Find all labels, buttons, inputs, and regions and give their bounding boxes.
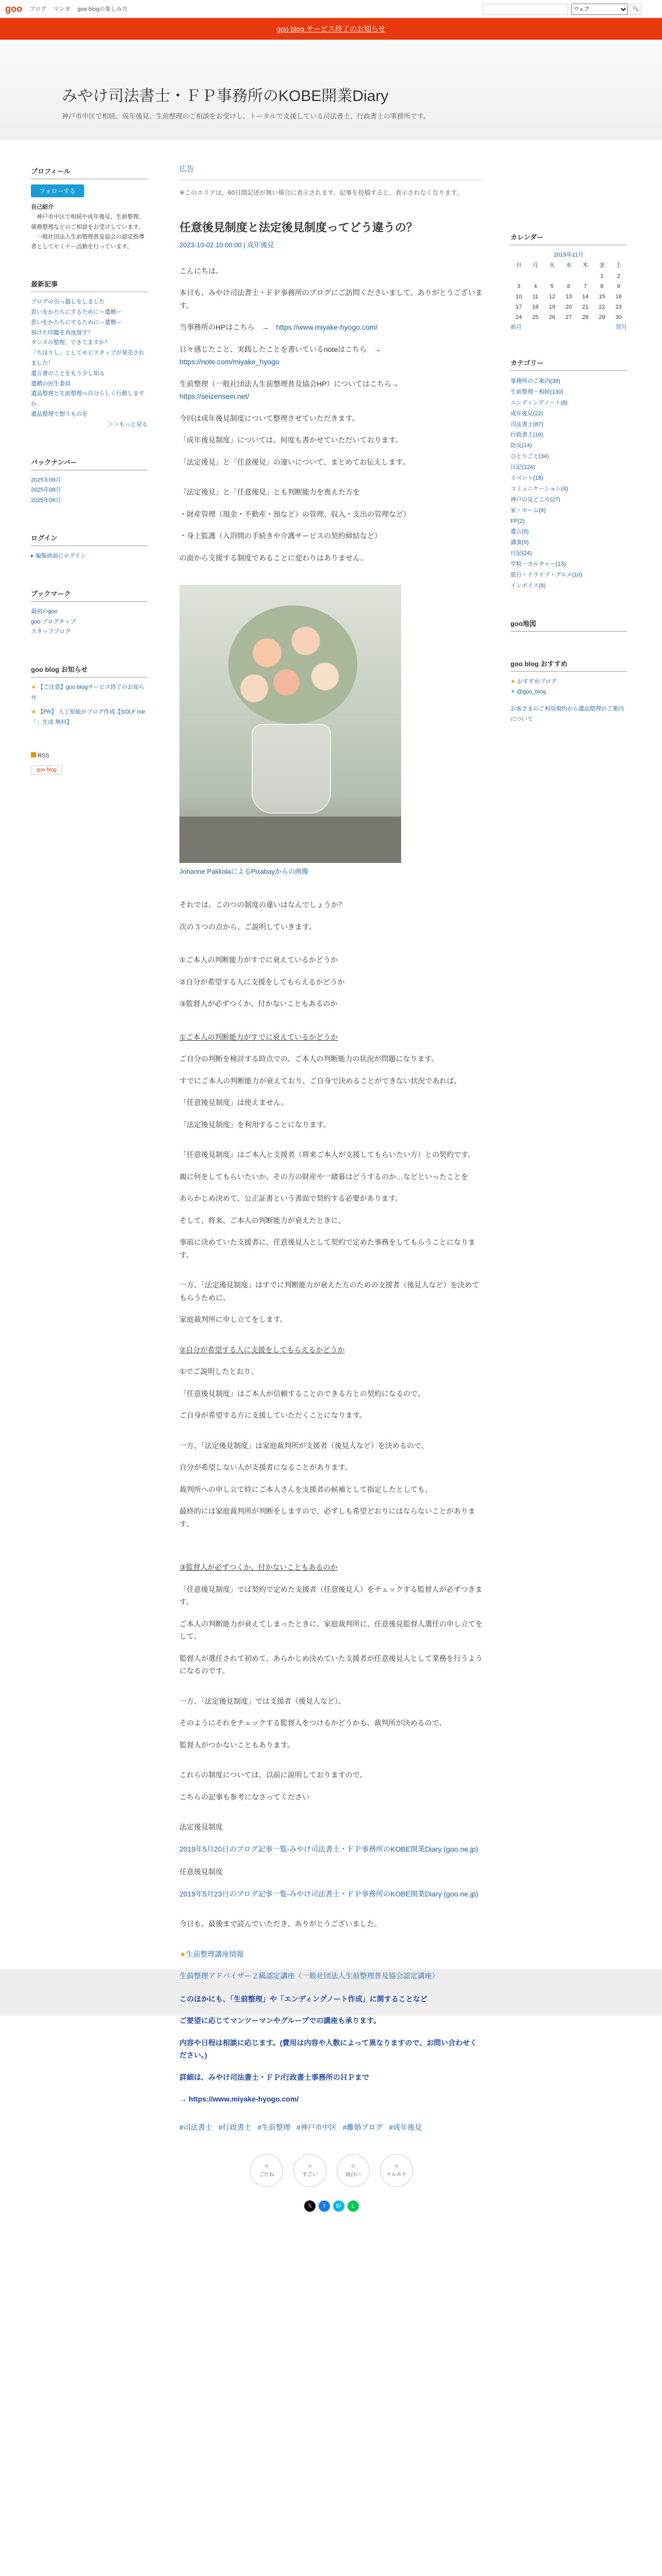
- calendar-day: 23: [615, 304, 622, 310]
- tag[interactable]: #司法書士: [179, 2123, 212, 2131]
- category-item[interactable]: 事務所のご案内(38): [510, 378, 560, 384]
- category-title: カテゴリー: [510, 354, 627, 371]
- calendar-day: 2: [617, 273, 620, 279]
- calendar-day: 30: [615, 314, 622, 320]
- article-text: ご自身が希望する方に支援していただくことになります。: [179, 1411, 367, 1419]
- recommend-section: [510, 655, 627, 725]
- calendar-day: 27: [565, 314, 572, 320]
- category-item[interactable]: コミュニケーション(4): [510, 485, 568, 492]
- goo-blog-badge[interactable]: goo blog: [31, 766, 62, 774]
- calendar-day: 29: [599, 314, 605, 320]
- top-bar: [0, 0, 662, 18]
- article-text: 「成年後見制度」については、何度も書かせていただいております。: [179, 436, 403, 445]
- calendar-day: [544, 271, 560, 281]
- article-text: [179, 343, 484, 368]
- tag[interactable]: #行政書士: [218, 2123, 252, 2131]
- search-input[interactable]: [483, 4, 568, 15]
- backnumber-item[interactable]: 2025年06月: [31, 497, 61, 504]
- ad-label[interactable]: 広告: [179, 163, 484, 180]
- article-text: 今日も、最後まで読んでいただき、ありがとうございました。: [179, 1920, 382, 1928]
- article-text: の面から支援する制度であることに変わりはありません。: [179, 553, 368, 562]
- pr-link[interactable]: → https://www.miyake-hyogo.com/: [179, 2095, 299, 2103]
- backnumber-title: バックナンバー: [31, 454, 147, 470]
- blog-title[interactable]: みやけ司法書士・ＦＰ事務所のKOBE開業Diary: [62, 88, 389, 105]
- hp-text: 当事務所のHPはこちら →: [179, 323, 276, 332]
- article-text: [179, 321, 484, 334]
- tag[interactable]: #離婚ブログ: [342, 2123, 383, 2131]
- bookmark-item[interactable]: goo ブログチップ: [31, 618, 76, 625]
- article-text: 一方、「法定後見制度」は家庭裁判所が支援者（後見人など）を決めるので、: [179, 1441, 428, 1450]
- article-text: ご本人の判断能力が衰えてしまったときに、家庭裁判所に、任意後見監督人選任の申し立てをして、: [179, 1619, 483, 1640]
- calendar-next[interactable]: 翌月: [616, 324, 627, 330]
- association-text: 生前整理（一般社団法人生前整理普及協会HP）についてはこちら→: [179, 379, 399, 388]
- related-link[interactable]: 2019年5月23日のブログ記事一覧-みやけ司法書士・ＦＰ事務所のKOBE開業Diary (goo.ne.jp): [179, 1889, 478, 1898]
- table-surface: [179, 817, 401, 863]
- rss-label: RSS: [38, 753, 49, 759]
- profile-section: [31, 163, 147, 252]
- calendar-day: 18: [532, 304, 539, 310]
- recommend-label: おすすめブログ: [517, 678, 557, 685]
- article-text: 「任意後見制度」では契約で定めた支援者（任意後見人）をチェックする監督人が必ずつきます。: [179, 1585, 483, 1606]
- calendar-day: 1: [600, 273, 604, 279]
- article-text: それでは、このつの制度の違いはなんでしょうか？: [179, 901, 345, 909]
- bookmark-item[interactable]: スタッフブログ: [31, 629, 71, 635]
- calendar-day: [527, 271, 543, 281]
- reaction-icon: ☺: [393, 2163, 400, 2169]
- article-text: ②自分が希望する人に支援をしてもらえるかどうか: [179, 977, 345, 986]
- reaction-label: すごい: [302, 2172, 318, 2178]
- category-item[interactable]: 日記(124): [510, 464, 535, 471]
- calendar-day: 5: [550, 283, 554, 290]
- pr-text: 内容や日程は相談に応じます。(費用は内容や人数によって異なりますので、お問い合わせください。): [179, 2038, 477, 2059]
- reaction-icon: ☺: [263, 2163, 270, 2169]
- calendar-day: 13: [565, 294, 572, 300]
- nav-howto[interactable]: goo blogの楽しみ方: [77, 6, 128, 12]
- info-heading: [179, 1948, 484, 1961]
- recent-section: [31, 276, 147, 430]
- calendar-day: 9: [617, 283, 620, 290]
- category-section: [510, 354, 627, 591]
- login-section: [31, 530, 147, 562]
- calendar-day: 12: [549, 294, 555, 300]
- article-text: 監督人が選任されて初めて、あらかじめ決めていた支援者が任意後見人として業務を行うようになるのです。: [179, 1654, 483, 1675]
- article-text: 「法定後見」と「任意後見」とも判断能力を喪えた方を: [179, 488, 360, 497]
- calendar-section: [510, 229, 627, 331]
- hatena-share-icon[interactable]: B!: [333, 2200, 344, 2212]
- association-link[interactable]: https://seizenseiri.net/: [179, 392, 250, 401]
- article-text: 「任意後見制度」はご本人と支援者（将来ご本人が支援してもらいたい方）との契約です。: [179, 1150, 475, 1159]
- calendar-day: 10: [516, 294, 522, 300]
- calendar-weekday: 月: [532, 262, 538, 268]
- reaction-icon: ☺: [307, 2163, 313, 2169]
- flower-bouquet: [228, 605, 357, 724]
- category-item[interactable]: 成年後見(22): [510, 410, 543, 417]
- reaction-button[interactable]: [337, 2154, 370, 2187]
- category-item[interactable]: エンディングノート(8): [510, 399, 568, 406]
- section-heading: ①ご本人の判断能力がすでに衰えているかどうか: [179, 1032, 338, 1041]
- recent-item[interactable]: 遺言書のことをもう少し知る: [31, 370, 105, 377]
- profile-title: プロフィール: [31, 163, 147, 179]
- backnumber-section: [31, 454, 147, 506]
- goo-map-section: [510, 615, 627, 632]
- star-icon: ★: [510, 678, 516, 685]
- calendar-month: 2019年11月: [554, 252, 584, 258]
- news-item[interactable]: [31, 683, 147, 703]
- calendar-day: 7: [584, 283, 587, 290]
- glass-vase: [252, 724, 331, 814]
- news-item-label: 【ご注意】goo blogサービス終了のお知らせ: [31, 684, 145, 701]
- recent-item[interactable]: 預けた印鑑を再度渡す？: [31, 329, 93, 336]
- category-item[interactable]: ひとりごと(34): [510, 453, 549, 460]
- category-item[interactable]: 日記(24): [510, 550, 532, 557]
- tag[interactable]: #成年後見: [389, 2123, 422, 2131]
- rss-link[interactable]: [31, 751, 147, 761]
- article-text: あらかじめ決めて、公正証書という書面で契約する必要があります。: [179, 1194, 403, 1202]
- calendar-table: [510, 259, 627, 323]
- category-item[interactable]: 遺言(8): [510, 529, 529, 535]
- calendar-day: [560, 271, 577, 281]
- nav-manga[interactable]: マンガ: [53, 6, 71, 12]
- article-text: これらの制度については、以前に説明しておりますので、: [179, 1771, 367, 1779]
- recent-item[interactable]: 遺品整理と生前整理へ自分らしく行動しますか。: [31, 391, 144, 408]
- nav-blog[interactable]: ブログ: [29, 6, 46, 12]
- news-item-label: 【PR】 人工知能がブログ作成【SOLF me 「」生成 無料】: [31, 708, 145, 725]
- article-text: 一方、「法定後見制度」では支援者（後見人など）、: [179, 1697, 345, 1705]
- info-heading-label[interactable]: 生前整理講座情報: [186, 1950, 244, 1958]
- category-item[interactable]: 防災(14): [510, 443, 532, 449]
- follow-button[interactable]: フォローする: [31, 184, 84, 197]
- login-link[interactable]: ▸ 編集画面にログイン: [31, 553, 87, 559]
- self-intro-title: 自己紹介: [31, 204, 54, 210]
- bookmark-item[interactable]: 最初のgoo: [31, 608, 58, 615]
- article-text: こちらの記事も参考になさってください: [179, 1792, 309, 1801]
- recommend-label: @goo_blog: [517, 688, 546, 695]
- calendar-day: 17: [516, 304, 522, 310]
- calendar-day: [577, 271, 593, 281]
- service-end-banner[interactable]: [0, 18, 662, 40]
- calendar-day: 6: [567, 283, 571, 290]
- left-sidebar: [31, 163, 147, 774]
- article-text: ①ご本人の判断能力がすでに衰えているかどうか: [179, 956, 338, 964]
- calendar-weekday: 火: [549, 262, 555, 268]
- reaction-button[interactable]: [293, 2154, 326, 2187]
- category-item[interactable]: 行政書士(16): [510, 432, 543, 438]
- bookmark-section: [31, 585, 147, 637]
- line-share-icon[interactable]: L: [347, 2200, 359, 2212]
- search-scope-select[interactable]: [571, 4, 628, 15]
- main-column: [179, 163, 484, 2212]
- calendar-day: 16: [615, 294, 622, 300]
- article-text: [179, 378, 484, 403]
- calendar-day: 22: [599, 304, 605, 310]
- section-heading: ②自分が希望する人に支援をしてもらえるかどうか: [179, 1345, 345, 1354]
- article-text: 次の３つの点から、ご説明していきます。: [179, 922, 316, 931]
- category-item[interactable]: 講演(9): [510, 539, 529, 546]
- recent-item[interactable]: ブログの引っ越しをしました: [31, 299, 105, 306]
- note-text: 日々感じたこと、実践したことを書いているnoteはこちら →: [179, 345, 382, 353]
- top-nav: [29, 5, 133, 13]
- calendar-weekday: 水: [566, 262, 572, 268]
- login-title: ログイン: [31, 530, 147, 546]
- reaction-icon: ☺: [350, 2163, 356, 2169]
- recent-item[interactable]: 遺品整理で想うものを: [31, 411, 88, 418]
- pr-text: ご要望に応じてマンツーマンやグループでの講座も承ります。: [179, 2016, 381, 2025]
- star-icon: ★: [31, 684, 36, 691]
- search-icon[interactable]: 🔍: [630, 4, 641, 15]
- article-text: 親に何をしてもらいたいか、その方の財産や一緒暮はどうするのか…などといったことを: [179, 1172, 468, 1181]
- reaction-button[interactable]: [250, 2154, 283, 2187]
- calendar-day: 14: [582, 294, 589, 300]
- category-item[interactable]: 司法書士(87): [510, 421, 543, 428]
- calendar-day: 4: [534, 283, 537, 290]
- article-text: そのようにそれをチェックする監督人をつけるかどうかも、裁判所が決めるので、: [179, 1719, 446, 1727]
- recommend-link[interactable]: [510, 687, 627, 698]
- article-text: 監督人がつかないこともあります。: [179, 1740, 294, 1749]
- article-text: すでにご本人の判断能力が衰えており、ご自身で決めることができない状況であれば、: [179, 1076, 461, 1085]
- article-text: 事前に決めていた支援者に、任意後見人として契約で定めた事務をしてもらうことになります。: [179, 1238, 475, 1259]
- blog-header: [0, 40, 662, 140]
- tag-list: [179, 2121, 484, 2134]
- article-text: そして、将来、ご本人の判断能力が衰えたときに、: [179, 1216, 345, 1225]
- right-sidebar: [510, 229, 627, 749]
- category-item[interactable]: 神戸の見どころ(27): [510, 496, 560, 503]
- self-intro-text: 神戸市中区で相続や成年後見、生前整理、債務整理などのご相談をお受けしています。 一般社団法人生前整理普及協会の認定指導者としてセミナー活動を行っています。: [31, 214, 144, 250]
- calendar-day: 19: [549, 304, 555, 310]
- article-text: 「任意後見制度」はご本人が信頼することのできる方との契約になるので、: [179, 1389, 425, 1398]
- news-section: [31, 661, 147, 727]
- news-title: goo blog お知らせ: [31, 661, 147, 677]
- calendar-day: 15: [599, 294, 605, 300]
- calendar-weekday: 金: [599, 262, 605, 268]
- recommend-link[interactable]: お客さまのご利用規約から遺品整理のご案内について: [510, 706, 624, 723]
- news-item[interactable]: [31, 707, 147, 728]
- x-share-icon[interactable]: 𝕏: [304, 2200, 316, 2212]
- more-link[interactable]: ＞＞もっと見る: [108, 421, 147, 428]
- flower-vase-photo[interactable]: [179, 585, 401, 863]
- backnumber-item[interactable]: 2025年08月: [31, 487, 61, 494]
- recent-item[interactable]: 思いをかたちにするためにー遺贈ー: [31, 319, 122, 326]
- article-title[interactable]: 任意後見制度と法定後見制度ってどう違うの？: [179, 221, 418, 234]
- article-text: ・財産管理（現金・不動産・預など）の管理、収入・支出の管理など）: [179, 510, 410, 518]
- article-text: 自分が希望しない人が支援者になることがあります。: [179, 1463, 352, 1471]
- recommend-link[interactable]: [510, 677, 627, 687]
- calendar-nav: [510, 323, 627, 331]
- calendar-weekday: 日: [516, 262, 522, 268]
- article-text: こんにちは。: [179, 266, 223, 275]
- bird-icon: ✦: [510, 688, 516, 695]
- article-text: 「任意後見制度」は使えません。: [179, 1098, 288, 1107]
- category-item[interactable]: 生前整理・相続(130): [510, 388, 564, 395]
- recent-item[interactable]: 遺贈の民生委員: [31, 380, 71, 387]
- pr-text: このほかにも、「生前整理」や「エンディングノート作成」に関することなど: [179, 1994, 427, 2003]
- calendar-day: 20: [565, 304, 572, 310]
- related-link[interactable]: 2019年5月20日のブログ記事一覧-みやけ司法書士・ＦＰ事務所のKOBE開業Diary (goo.ne.jp): [179, 1844, 478, 1853]
- calendar-day: [510, 271, 527, 281]
- article-text: ③監督人が必ずつくか、付かないこともあるのか: [179, 999, 338, 1008]
- info-line[interactable]: 生前整理アドバイザー２級認定講座（一般社団法人生前整理普及協会認定講座）: [179, 1972, 439, 1980]
- category-item[interactable]: 旅行・ドライブ・グルメ(10): [510, 572, 583, 579]
- article-text: 「法定後見制度」を利用することになります。: [179, 1120, 330, 1129]
- note-link[interactable]: https://note.com/miyake_hyogo: [179, 358, 279, 366]
- tag[interactable]: #神戸市中区: [296, 2123, 337, 2131]
- recent-title: 最新記事: [31, 276, 147, 292]
- article-text: ご自分の判断を検討する時点での、ご本人の判断能力の状況が問題になります。: [179, 1055, 439, 1063]
- article-text: ・身上監護（入浴間の手続きや介護サービスの契約締結など）: [179, 532, 382, 540]
- category-item[interactable]: 学校・カルチャー(13): [510, 561, 566, 568]
- article-text: 家庭裁判所に申し立てをします。: [179, 1315, 287, 1324]
- calendar-day: 11: [532, 294, 539, 300]
- calendar-day: 24: [516, 314, 522, 320]
- rss-icon: [31, 752, 36, 757]
- article-text: 最終的には家庭裁判所が判断をしますので、必ずしも希望どおりにはならないことがあります。: [179, 1507, 475, 1528]
- calendar-weekday: 木: [582, 262, 588, 268]
- recent-item[interactable]: タンスの整理、できてますか？: [31, 340, 110, 346]
- article-text: 法定後見制度: [179, 1823, 223, 1831]
- article-date[interactable]: 2023-10-02 10:00:00 | 成年後見: [179, 241, 274, 249]
- tag[interactable]: #生前整理: [257, 2123, 291, 2131]
- goo-logo[interactable]: goo: [5, 3, 22, 14]
- section-heading: ③監督人が必ずつくか、付かないこともあるのか: [179, 1563, 338, 1571]
- photo-caption[interactable]: Johanne PakkolaによるPixabayからの画像: [179, 868, 308, 876]
- recent-item[interactable]: 思いをかたちにするためにー遺贈ー: [31, 309, 122, 316]
- article-text: 今回は成年後見制度について整理させていただきます。: [179, 414, 359, 422]
- blog-description: 神戸市中区で相続、成年後見、生前整理のご相談をお受けし、トータルで支援している司法書士、行政書士の事務所です。: [62, 112, 430, 120]
- calendar-title: カレンダー: [510, 229, 627, 245]
- article-text: 裁判所への申し立て時にご本人さんを支援者の候補として指定したとしても、: [179, 1485, 432, 1494]
- category-item[interactable]: 家・ホーム(9): [510, 507, 546, 514]
- goo-map-title[interactable]: goo地図: [510, 615, 627, 632]
- article-text: 任意後見制度: [179, 1868, 223, 1876]
- search-area: [483, 4, 641, 15]
- calendar-day: 3: [517, 283, 521, 290]
- calendar-day: 21: [582, 304, 589, 310]
- reaction-button[interactable]: [380, 2154, 413, 2187]
- calendar-day: 28: [582, 314, 589, 320]
- share-buttons: [179, 2200, 484, 2212]
- login-link-label: 編集画面にログイン: [35, 553, 87, 559]
- calendar-day: 25: [532, 314, 539, 320]
- category-item[interactable]: インボイス(8): [510, 582, 546, 589]
- recommend-title: goo blog おすすめ: [510, 655, 627, 672]
- calendar-day: 8: [600, 283, 604, 290]
- article-text: 本日も、みやけ司法書士・ＦＰ事務所のブログにご訪問くださいまして、ありがとうございます。: [179, 289, 483, 310]
- category-item[interactable]: FP(2): [510, 518, 525, 524]
- recent-item[interactable]: 「ちほりし」としてモビスタップが発売されました！: [31, 350, 144, 367]
- hp-link[interactable]: https://www.miyake-hyogo.com/: [276, 323, 378, 332]
- article-text: 「法定後見」と「任意後見」の違いについて、まとめてお伝えします。: [179, 457, 410, 466]
- star-icon: ★: [179, 1950, 186, 1958]
- category-item[interactable]: イベント(18): [510, 475, 543, 482]
- facebook-share-icon[interactable]: f: [319, 2200, 330, 2212]
- reaction-buttons: [179, 2154, 484, 2187]
- bookmark-title: ブックマーク: [31, 585, 147, 602]
- article-text: 一方、「法定後見制度」はすでに判断能力が衰えた方のための支援者（後見人など）を決めてもらうために、: [179, 1281, 479, 1302]
- reaction-label: ごだね: [259, 2172, 274, 2178]
- backnumber-item[interactable]: 2025年09月: [31, 477, 61, 483]
- reaction-label: 面白い: [345, 2172, 361, 2178]
- star-icon: ★: [31, 708, 36, 715]
- calendar-weekday: 土: [616, 262, 622, 268]
- reaction-label: ナルホド: [386, 2172, 407, 2178]
- pr-text: 詳細は、みやけ司法書士・ＦＰ/行政書士事務所のＨＰまで: [179, 2073, 369, 2081]
- rss-area: [31, 751, 147, 774]
- article-text: ①でご説明したとおり、: [179, 1367, 258, 1376]
- ad-note: ※このエリアは、60日間記述が無い場合に表示されます。記事を投稿すると、表示されなくなります。: [179, 189, 463, 196]
- calendar-day: 26: [549, 314, 555, 320]
- service-end-link[interactable]: goo blog サービス終了のお知らせ: [276, 25, 386, 33]
- calendar-prev[interactable]: 前月: [510, 324, 522, 330]
